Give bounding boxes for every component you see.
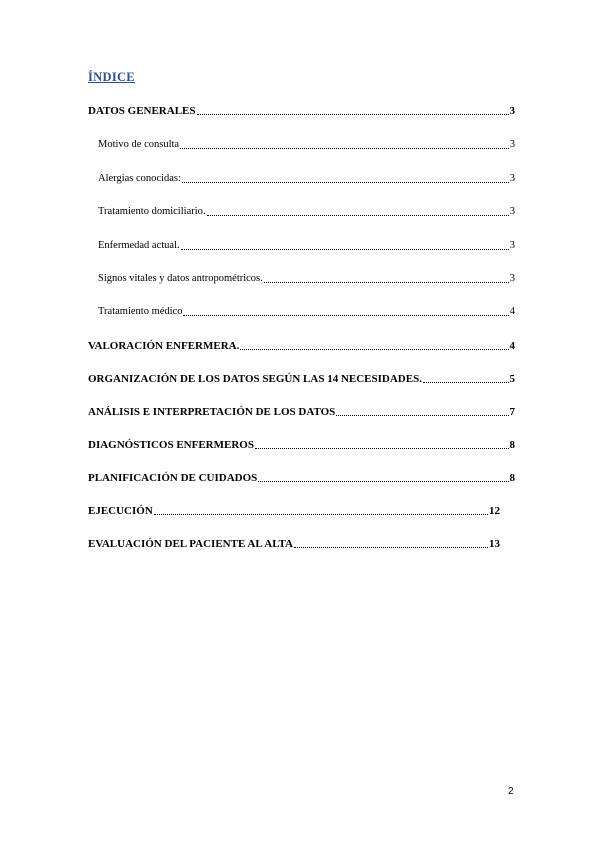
toc-entry-enfermedad-actual[interactable] bbox=[98, 239, 515, 253]
toc-entry-label: DIAGNÓSTICOS ENFERMEROS bbox=[88, 439, 254, 451]
toc-leader-dots bbox=[180, 147, 509, 149]
toc-entry-page: 5 bbox=[509, 373, 515, 385]
toc-entry-page: 8 bbox=[509, 439, 515, 451]
index-title[interactable]: ÍNDICE bbox=[88, 70, 135, 84]
toc-entry-signos-vitales[interactable] bbox=[98, 272, 515, 286]
toc-entry-label: Tratamiento domiciliario. bbox=[98, 206, 206, 217]
toc-leader-dots bbox=[240, 348, 508, 350]
toc-entry-label: Tratamiento médico bbox=[98, 306, 183, 317]
toc-leader-dots bbox=[255, 447, 509, 449]
toc-entry-page: 3 bbox=[509, 206, 515, 217]
toc-leader-dots bbox=[182, 181, 509, 183]
toc-entry-label: ANÁLISIS E INTERPRETACIÓN DE LOS DATOS bbox=[88, 406, 336, 418]
toc-leader-dots bbox=[336, 414, 508, 416]
toc-entry-valoracion-enfermera[interactable] bbox=[88, 339, 515, 353]
page-number: 2 bbox=[508, 786, 514, 797]
toc-entry-page: 12 bbox=[489, 505, 500, 517]
toc-entry-page: 4 bbox=[509, 340, 515, 352]
toc-leader-dots bbox=[294, 546, 488, 548]
toc-entry-page: 3 bbox=[509, 105, 515, 117]
toc-entry-label: Motivo de consulta bbox=[98, 139, 180, 150]
toc-entry-label: VALORACIÓN ENFERMERA. bbox=[88, 340, 240, 352]
toc-entry-datos-generales[interactable] bbox=[88, 104, 515, 118]
toc-entry-page: 3 bbox=[509, 273, 515, 284]
toc-entry-ejecucion[interactable] bbox=[88, 504, 500, 518]
toc-entry-page: 3 bbox=[509, 240, 515, 251]
toc-entry-page: 13 bbox=[489, 538, 500, 550]
toc-leader-dots bbox=[154, 513, 488, 515]
toc-entry-label: PLANIFICACIÓN DE CUIDADOS bbox=[88, 472, 258, 484]
toc-entry-analisis-e-interpretacion[interactable] bbox=[88, 405, 515, 419]
toc-entry-motivo-de-consulta[interactable] bbox=[98, 138, 515, 152]
toc-leader-dots bbox=[183, 314, 508, 316]
toc-leader-dots bbox=[207, 214, 509, 216]
toc-entry-diagnosticos-enfermeros[interactable] bbox=[88, 438, 515, 452]
toc-leader-dots bbox=[264, 281, 509, 283]
toc-entry-planificacion-de-cuidados[interactable] bbox=[88, 471, 515, 485]
toc-entry-alergias-conocidas[interactable] bbox=[98, 172, 515, 186]
toc-entry-label: Signos vitales y datos antropométricos. bbox=[98, 273, 263, 284]
toc-leader-dots bbox=[181, 248, 509, 250]
toc-entry-page: 3 bbox=[509, 139, 515, 150]
toc-entry-organizacion-de-los-datos[interactable] bbox=[88, 372, 515, 386]
toc-leader-dots bbox=[197, 113, 509, 115]
toc-entry-tratamiento-domiciliario[interactable] bbox=[98, 205, 515, 219]
toc-entry-label: Enfermedad actual. bbox=[98, 240, 180, 251]
toc-leader-dots bbox=[258, 480, 508, 482]
toc-entry-label: EVALUACIÓN DEL PACIENTE AL ALTA bbox=[88, 538, 293, 550]
toc-entry-label: DATOS GENERALES bbox=[88, 105, 196, 117]
toc-entry-evaluacion-del-paciente[interactable] bbox=[88, 537, 500, 551]
toc-entry-tratamiento-medico[interactable] bbox=[98, 305, 515, 319]
toc-entry-label: EJECUCIÓN bbox=[88, 505, 153, 517]
toc-entry-label: Alergias conocidas: bbox=[98, 173, 181, 184]
toc-entry-label: ORGANIZACIÓN DE LOS DATOS SEGÚN LAS 14 NECESIDADES. bbox=[88, 373, 422, 385]
toc-entry-page: 4 bbox=[509, 306, 515, 317]
toc-entry-page: 3 bbox=[509, 173, 515, 184]
toc-entry-page: 8 bbox=[509, 472, 515, 484]
toc-leader-dots bbox=[423, 381, 509, 383]
toc-entry-page: 7 bbox=[509, 406, 515, 418]
